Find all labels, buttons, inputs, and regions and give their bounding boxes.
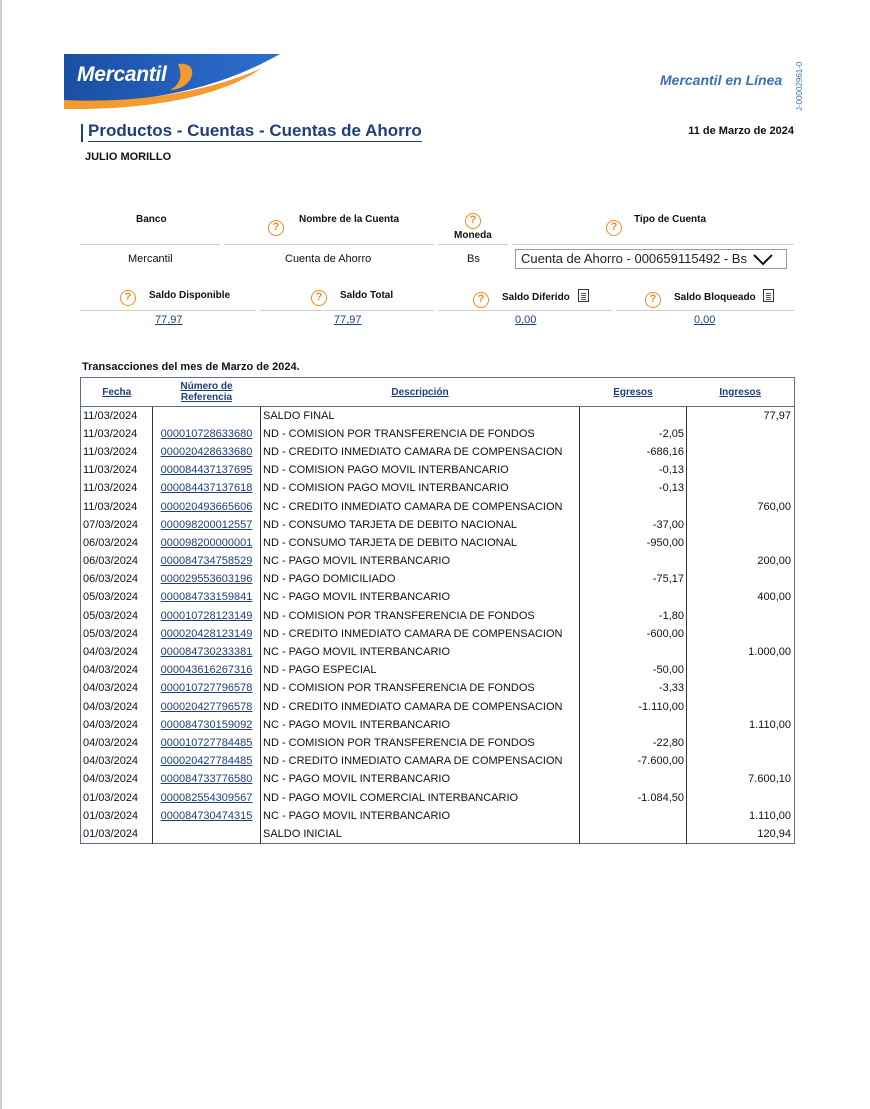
document-icon[interactable]	[578, 289, 589, 302]
help-icon[interactable]: ?	[268, 220, 284, 236]
transaction-debit: -50,00	[580, 661, 687, 679]
transaction-debit: -950,00	[580, 534, 687, 552]
statement-date: 11 de Marzo de 2024	[688, 125, 794, 137]
divider	[80, 244, 220, 245]
transaction-date: 11/03/2024	[81, 479, 153, 497]
transaction-reference-link[interactable]: 000010727796578	[153, 679, 261, 697]
table-row	[81, 716, 795, 734]
transaction-debit: -686,16	[580, 443, 687, 461]
table-row	[81, 661, 795, 679]
transaction-date: 11/03/2024	[81, 443, 153, 461]
transaction-reference-link	[153, 825, 261, 843]
table-row	[81, 788, 795, 806]
transaction-credit	[687, 570, 795, 588]
transaction-description: NC - CREDITO INMEDIATO CAMARA DE COMPENSACION	[261, 497, 580, 515]
transaction-date: 11/03/2024	[81, 461, 153, 479]
transaction-description: NC - PAGO MOVIL INTERBANCARIO	[261, 807, 580, 825]
vertical-rif-code	[795, 55, 809, 111]
divider	[616, 310, 794, 311]
header-currency: Moneda	[454, 230, 492, 241]
transaction-date: 11/03/2024	[81, 497, 153, 515]
available-balance-link[interactable]: 77,97	[155, 314, 183, 326]
online-banking-brand: Mercantil en Línea	[660, 72, 783, 88]
table-row	[81, 807, 795, 825]
table-row	[81, 698, 795, 716]
transaction-reference-link[interactable]: 000098200012557	[153, 516, 261, 534]
transaction-description: ND - COMISION POR TRANSFERENCIA DE FONDOS	[261, 734, 580, 752]
transaction-date: 01/03/2024	[81, 788, 153, 806]
transaction-reference-link[interactable]: 000084437137618	[153, 479, 261, 497]
help-icon[interactable]: ?	[473, 292, 489, 308]
transaction-date: 11/03/2024	[81, 425, 153, 443]
table-row	[81, 461, 795, 479]
header-total-balance: Saldo Total	[340, 290, 394, 301]
transaction-date: 06/03/2024	[81, 552, 153, 570]
transaction-reference-link[interactable]: 000020427796578	[153, 698, 261, 716]
account-name-value: Cuenta de Ahorro	[285, 253, 372, 265]
transaction-credit	[687, 788, 795, 806]
header-account-type: Tipo de Cuenta	[634, 214, 707, 225]
transaction-date: 05/03/2024	[81, 607, 153, 625]
transaction-debit: -2,05	[580, 425, 687, 443]
transaction-description: ND - COMISION PAGO MOVIL INTERBANCARIO	[261, 479, 580, 497]
column-header-debits[interactable]: Egresos	[580, 378, 687, 407]
currency-value: Bs	[467, 253, 480, 265]
transaction-credit	[687, 607, 795, 625]
transaction-credit: 1.000,00	[748, 646, 791, 659]
transaction-credit: 400,00	[757, 591, 791, 604]
transaction-date: 11/03/2024	[81, 407, 153, 425]
mercantil-logo[interactable]	[62, 52, 282, 110]
transaction-description: SALDO INICIAL	[261, 825, 580, 843]
help-icon[interactable]: ?	[606, 220, 622, 236]
user-name: JULIO MORILLO	[85, 151, 172, 163]
transaction-credit	[687, 461, 795, 479]
transaction-date: 01/03/2024	[81, 807, 153, 825]
transaction-debit: -1.110,00	[580, 698, 687, 716]
transaction-credit	[687, 625, 795, 643]
table-row	[81, 625, 795, 643]
logo-text: Mercantil	[77, 63, 167, 86]
column-header-description[interactable]: Descripción	[261, 378, 580, 407]
transaction-description: ND - CREDITO INMEDIATO CAMARA DE COMPENSACION	[261, 752, 580, 770]
transaction-description: ND - CREDITO INMEDIATO CAMARA DE COMPENSACION	[261, 625, 580, 643]
transaction-description: ND - CREDITO INMEDIATO CAMARA DE COMPENSACION	[261, 698, 580, 716]
transaction-credit: 760,00	[757, 500, 791, 513]
transaction-date: 04/03/2024	[81, 698, 153, 716]
transaction-description: ND - COMISION POR TRANSFERENCIA DE FONDOS	[261, 679, 580, 697]
transaction-description: NC - PAGO MOVIL INTERBANCARIO	[261, 643, 580, 661]
transaction-credit	[687, 534, 795, 552]
reference-header-line1: Número de	[180, 381, 233, 392]
help-icon[interactable]: ?	[311, 290, 327, 306]
table-row	[81, 825, 795, 843]
transaction-debit	[580, 643, 687, 661]
transaction-credit	[687, 479, 795, 497]
divider	[224, 244, 434, 245]
divider	[260, 310, 434, 311]
column-header-date[interactable]: Fecha	[81, 378, 153, 407]
transaction-date: 04/03/2024	[81, 752, 153, 770]
transaction-debit: -37,00	[580, 516, 687, 534]
transaction-date: 05/03/2024	[81, 625, 153, 643]
transaction-debit	[580, 588, 687, 606]
transaction-description: ND - COMISION PAGO MOVIL INTERBANCARIO	[261, 461, 580, 479]
transaction-reference-link[interactable]: 000020428123149	[153, 625, 261, 643]
transaction-debit: -1,80	[580, 607, 687, 625]
table-row	[81, 534, 795, 552]
transaction-credit	[687, 679, 795, 697]
transaction-credit: 1.110,00	[748, 809, 791, 822]
help-icon[interactable]: ?	[645, 292, 661, 308]
transaction-description: NC - PAGO MOVIL INTERBANCARIO	[261, 588, 580, 606]
transaction-debit: -0,13	[580, 461, 687, 479]
transaction-description: ND - PAGO ESPECIAL	[261, 661, 580, 679]
transaction-credit	[687, 516, 795, 534]
transaction-debit	[580, 825, 687, 843]
transaction-date: 04/03/2024	[81, 643, 153, 661]
transaction-reference-link[interactable]: 000084730159092	[153, 716, 261, 734]
transaction-reference-link[interactable]: 000010727784485	[153, 734, 261, 752]
transaction-date: 04/03/2024	[81, 661, 153, 679]
transaction-description: NC - PAGO MOVIL INTERBANCARIO	[261, 716, 580, 734]
transaction-reference-link[interactable]: 000084437137695	[153, 461, 261, 479]
table-row	[81, 516, 795, 534]
transaction-credit	[687, 425, 795, 443]
table-row	[81, 479, 795, 497]
page-title: Productos - Cuentas - Cuentas de Ahorro	[88, 121, 422, 140]
title-accent-bar	[81, 124, 83, 142]
transaction-reference-link[interactable]: 000098200000001	[153, 534, 261, 552]
table-row	[81, 570, 795, 588]
transaction-debit	[580, 716, 687, 734]
transactions-caption: Transacciones del mes de Marzo de 2024.	[82, 361, 300, 373]
blocked-balance-link[interactable]: 0,00	[694, 314, 716, 326]
document-icon[interactable]	[763, 289, 774, 302]
divider	[438, 310, 612, 311]
transaction-description: ND - COMISION POR TRANSFERENCIA DE FONDOS	[261, 425, 580, 443]
account-type-select[interactable]	[515, 249, 787, 269]
header-available-balance: Saldo Disponible	[149, 290, 231, 301]
table-header-row	[81, 378, 795, 407]
table-row	[81, 425, 795, 443]
transaction-debit	[580, 552, 687, 570]
transaction-debit: -22,80	[580, 734, 687, 752]
transaction-debit	[580, 407, 687, 425]
transaction-description: ND - CONSUMO TARJETA DE DEBITO NACIONAL	[261, 534, 580, 552]
table-row	[81, 770, 795, 788]
transaction-reference-link[interactable]: 000029553603196	[153, 570, 261, 588]
help-icon[interactable]: ?	[465, 213, 481, 229]
table-row	[81, 552, 795, 570]
page-left-border	[0, 0, 2, 1109]
transaction-reference-link[interactable]: 000020428633680	[153, 443, 261, 461]
transaction-credit: 1.110,00	[748, 718, 791, 731]
transaction-debit	[580, 770, 687, 788]
transaction-description: ND - CONSUMO TARJETA DE DEBITO NACIONAL	[261, 516, 580, 534]
chevron-down-icon	[752, 250, 774, 268]
header-deferred-balance: Saldo Diferido	[502, 292, 570, 303]
transaction-debit	[580, 807, 687, 825]
transaction-date: 06/03/2024	[81, 534, 153, 552]
transaction-credit	[687, 734, 795, 752]
transaction-reference-link	[153, 407, 261, 425]
divider	[80, 310, 256, 311]
divider	[438, 244, 508, 245]
table-row	[81, 588, 795, 606]
transaction-debit: -600,00	[580, 625, 687, 643]
transaction-reference-link[interactable]: 000010728123149	[153, 607, 261, 625]
transaction-credit: 120,94	[757, 827, 791, 840]
transaction-debit: -75,17	[580, 570, 687, 588]
transaction-debit: -3,33	[580, 679, 687, 697]
transaction-date: 06/03/2024	[81, 570, 153, 588]
transaction-credit	[687, 752, 795, 770]
table-row	[81, 407, 795, 425]
transaction-description: ND - COMISION POR TRANSFERENCIA DE FONDOS	[261, 607, 580, 625]
transaction-debit: -7.600,00	[580, 752, 687, 770]
transaction-debit: -1.084,50	[580, 788, 687, 806]
transaction-reference-link[interactable]: 000084733776580	[153, 770, 261, 788]
header-blocked-balance: Saldo Bloqueado	[674, 292, 756, 303]
transaction-description: NC - PAGO MOVIL INTERBANCARIO	[261, 552, 580, 570]
transaction-date: 07/03/2024	[81, 516, 153, 534]
column-header-credits[interactable]: Ingresos	[687, 378, 795, 407]
transaction-description: SALDO FINAL	[261, 407, 580, 425]
bank-value: Mercantil	[128, 253, 173, 265]
transaction-reference-link[interactable]: 000020493665606	[153, 497, 261, 515]
table-row	[81, 643, 795, 661]
transaction-credit: 77,97	[763, 409, 791, 422]
transaction-reference-link[interactable]: 000010728633680	[153, 425, 261, 443]
transaction-date: 04/03/2024	[81, 679, 153, 697]
transaction-reference-link[interactable]: 000043616267316	[153, 661, 261, 679]
transaction-reference-link[interactable]: 000084734758529	[153, 552, 261, 570]
transaction-date: 05/03/2024	[81, 588, 153, 606]
table-row	[81, 443, 795, 461]
transaction-debit: -0,13	[580, 479, 687, 497]
transaction-reference-link[interactable]: 000084733159841	[153, 588, 261, 606]
transaction-date: 01/03/2024	[81, 825, 153, 843]
table-row	[81, 734, 795, 752]
divider	[512, 244, 794, 245]
transaction-date: 04/03/2024	[81, 770, 153, 788]
transaction-credit	[687, 661, 795, 679]
transaction-description: ND - CREDITO INMEDIATO CAMARA DE COMPENSACION	[261, 443, 580, 461]
transaction-description: ND - PAGO DOMICILIADO	[261, 570, 580, 588]
table-row	[81, 607, 795, 625]
transaction-reference-link[interactable]: 000020427784485	[153, 752, 261, 770]
total-balance-link[interactable]: 77,97	[334, 314, 362, 326]
account-type-selected: Cuenta de Ahorro - 000659115492 - Bs	[521, 251, 747, 266]
help-icon[interactable]: ?	[120, 290, 136, 306]
deferred-balance-link[interactable]: 0,00	[515, 314, 537, 326]
transaction-description: NC - PAGO MOVIL INTERBANCARIO	[261, 770, 580, 788]
table-row	[81, 752, 795, 770]
header-bank: Banco	[136, 214, 167, 225]
table-row	[81, 497, 795, 515]
transaction-credit: 200,00	[757, 555, 791, 568]
transaction-credit	[687, 443, 795, 461]
column-header-reference[interactable]	[153, 378, 261, 407]
table-row	[81, 679, 795, 697]
transaction-reference-link[interactable]: 000084730474315	[153, 807, 261, 825]
transaction-date: 04/03/2024	[81, 716, 153, 734]
vertical-code-text: J-00002961-0	[795, 61, 804, 111]
transaction-reference-link[interactable]: 000084730233381	[153, 643, 261, 661]
transactions-body	[81, 407, 795, 844]
reference-header-line2: Referencia	[180, 392, 233, 403]
header-account-name: Nombre de la Cuenta	[299, 214, 400, 225]
transaction-date: 04/03/2024	[81, 734, 153, 752]
transaction-description: ND - PAGO MOVIL COMERCIAL INTERBANCARIO	[261, 788, 580, 806]
transactions-table	[80, 377, 795, 844]
transaction-credit: 7.600,10	[748, 773, 791, 786]
transaction-reference-link[interactable]: 000082554309567	[153, 788, 261, 806]
transaction-debit	[580, 497, 687, 515]
transaction-credit	[687, 698, 795, 716]
